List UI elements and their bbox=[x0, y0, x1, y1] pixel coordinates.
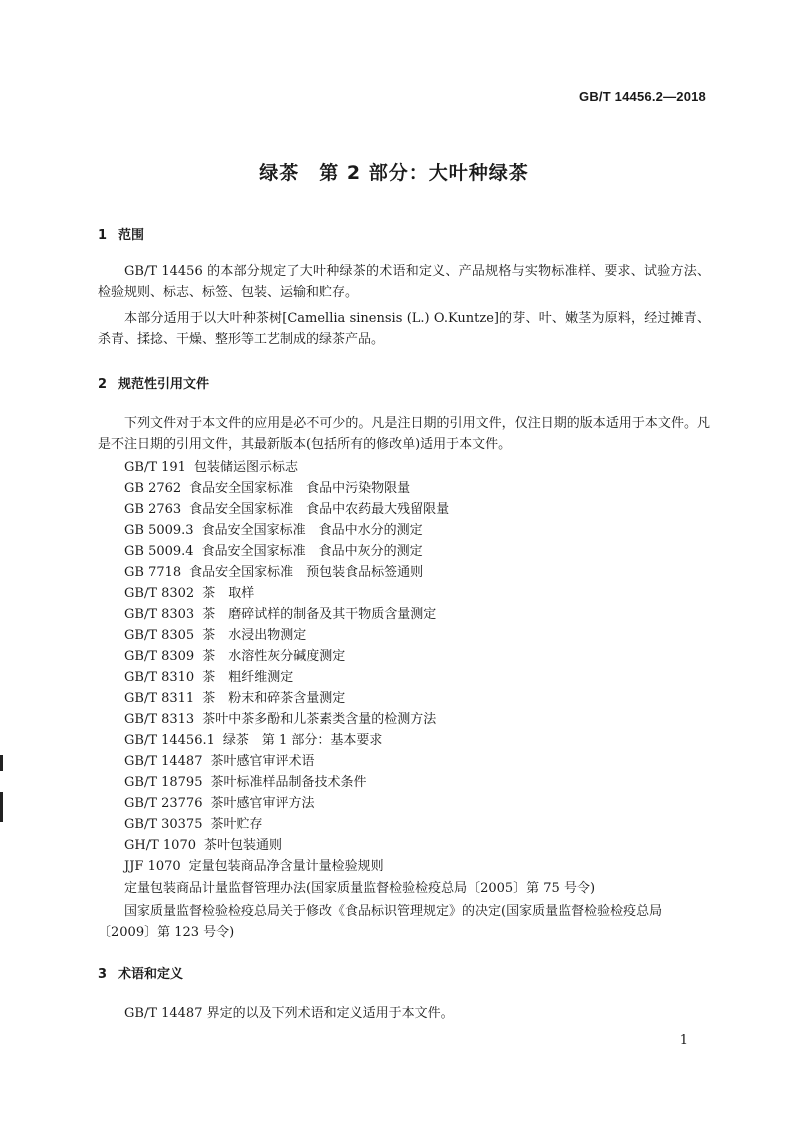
section-number: 2 bbox=[98, 377, 108, 392]
reference-code: GB/T 8310 bbox=[124, 670, 195, 685]
document-title: 绿茶 第 2 部分：大叶种绿茶 bbox=[259, 162, 529, 184]
reference-item bbox=[124, 457, 714, 478]
reference-code: GB 7718 bbox=[124, 565, 182, 580]
reference-item bbox=[124, 667, 714, 688]
reference-list bbox=[124, 457, 714, 877]
reference-item bbox=[124, 646, 714, 667]
reference-title: 茶 粉末和碎茶含量测定 bbox=[202, 691, 346, 706]
reference-title: 茶 取样 bbox=[202, 586, 255, 601]
reference-title: 茶叶感官审评方法 bbox=[210, 796, 315, 811]
reference-item bbox=[124, 856, 714, 877]
reference-item bbox=[124, 709, 714, 730]
reference-code: GH/T 1070 bbox=[124, 838, 196, 853]
scan-artifact bbox=[0, 792, 3, 822]
scan-artifact bbox=[0, 755, 3, 771]
standard-code: GB/T 14456.2—2018 bbox=[579, 89, 706, 104]
page-number: 1 bbox=[679, 1033, 688, 1048]
reference-code: GB 2762 bbox=[124, 481, 182, 496]
reference-item bbox=[124, 835, 714, 856]
reference-title: 食品安全国家标准 食品中灰分的测定 bbox=[201, 544, 423, 559]
reference-title: 茶 粗纤维测定 bbox=[202, 670, 294, 685]
reference-title: 茶叶中茶多酚和儿茶素类含量的检测方法 bbox=[202, 712, 437, 727]
reference-title: 茶叶标准样品制备技术条件 bbox=[210, 775, 367, 790]
section-number: 1 bbox=[98, 228, 108, 243]
reference-code: GB/T 191 bbox=[124, 460, 186, 475]
section-1-heading bbox=[98, 224, 144, 243]
reference-item bbox=[124, 562, 714, 583]
reference-code: GB 5009.3 bbox=[124, 523, 194, 538]
reference-code: GB/T 18795 bbox=[124, 775, 203, 790]
reference-code: JJF 1070 bbox=[124, 859, 181, 874]
reference-item bbox=[124, 772, 714, 793]
reference-code: GB/T 8303 bbox=[124, 607, 195, 622]
reference-code: GB 2763 bbox=[124, 502, 182, 517]
reference-code: GB 5009.4 bbox=[124, 544, 194, 559]
reference-title: 食品安全国家标准 食品中水分的测定 bbox=[201, 523, 423, 538]
reference-item bbox=[124, 625, 714, 646]
reference-item bbox=[124, 793, 714, 814]
section-title: 范围 bbox=[118, 228, 145, 243]
reference-title: 食品安全国家标准 食品中污染物限量 bbox=[189, 481, 411, 496]
reference-code: GB/T 8302 bbox=[124, 586, 195, 601]
reference-code: GB/T 8313 bbox=[124, 712, 195, 727]
scope-paragraph-1: GB/T 14456 的本部分规定了大叶种绿茶的术语和定义、产品规格与实物标准样、要求、试验方法、检验规则、标志、标签、包装、运输和贮存。 bbox=[98, 264, 710, 300]
reference-title: 定量包装商品净含量计量检验规则 bbox=[188, 859, 384, 874]
reference-title: 茶叶包装通则 bbox=[204, 838, 283, 853]
reference-title: 茶 水浸出物测定 bbox=[202, 628, 307, 643]
references-intro: 下列文件对于本文件的应用是必不可少的。凡是注日期的引用文件，仅注日期的版本适用于本文件。凡是不注日期的引用文件，其最新版本(包括所有的修改单)适用于本文件。 bbox=[98, 416, 710, 452]
reference-title: 绿茶 第 1 部分：基本要求 bbox=[222, 733, 383, 748]
reference-title: 茶 水溶性灰分碱度测定 bbox=[202, 649, 346, 664]
reference-code: GB/T 8309 bbox=[124, 649, 195, 664]
reference-item bbox=[124, 688, 714, 709]
reference-item bbox=[124, 478, 714, 499]
reference-title: 食品安全国家标准 食品中农药最大残留限量 bbox=[189, 502, 450, 517]
reference-title: 茶 磨碎试样的制备及其干物质含量测定 bbox=[202, 607, 437, 622]
reference-code: GB/T 30375 bbox=[124, 817, 203, 832]
reference-item bbox=[124, 583, 714, 604]
reference-title: 包装储运图示标志 bbox=[193, 460, 298, 475]
section-title: 规范性引用文件 bbox=[118, 377, 210, 392]
reference-code: GB/T 8305 bbox=[124, 628, 195, 643]
reference-code: GB/T 23776 bbox=[124, 796, 203, 811]
reference-code: GB/T 8311 bbox=[124, 691, 195, 706]
section-title: 术语和定义 bbox=[118, 967, 184, 982]
section-3-heading bbox=[98, 963, 183, 982]
reference-item bbox=[124, 541, 714, 562]
section-number: 3 bbox=[98, 967, 108, 982]
reference-item bbox=[124, 604, 714, 625]
reference-item bbox=[124, 814, 714, 835]
reference-title: 茶叶感官审评术语 bbox=[210, 754, 315, 769]
reference-regulation-1: 定量包装商品计量监督管理办法(国家质量监督检验检疫总局〔2005〕第 75 号令) bbox=[124, 881, 596, 896]
reference-item bbox=[124, 730, 714, 751]
reference-code: GB/T 14456.1 bbox=[124, 733, 215, 748]
reference-code: GB/T 14487 bbox=[124, 754, 203, 769]
reference-item bbox=[124, 520, 714, 541]
reference-title: 茶叶贮存 bbox=[210, 817, 263, 832]
scope-paragraph-2: 本部分适用于以大叶种茶树[Camellia sinensis (L.) O.Kuntze]的芽、叶、嫩茎为原料，经过摊青、杀青、揉捻、干燥、整形等工艺制成的绿茶产品。 bbox=[98, 311, 710, 347]
terms-paragraph: GB/T 14487 界定的以及下列术语和定义适用于本文件。 bbox=[124, 1006, 454, 1021]
reference-item bbox=[124, 499, 714, 520]
reference-title: 食品安全国家标准 预包装食品标签通则 bbox=[189, 565, 424, 580]
reference-item bbox=[124, 751, 714, 772]
reference-regulation-2: 国家质量监督检验检疫总局关于修改《食品标识管理规定》的决定(国家质量监督检验检疫总局〔2009〕第 123 号令) bbox=[98, 904, 663, 940]
section-2-heading bbox=[98, 373, 209, 392]
